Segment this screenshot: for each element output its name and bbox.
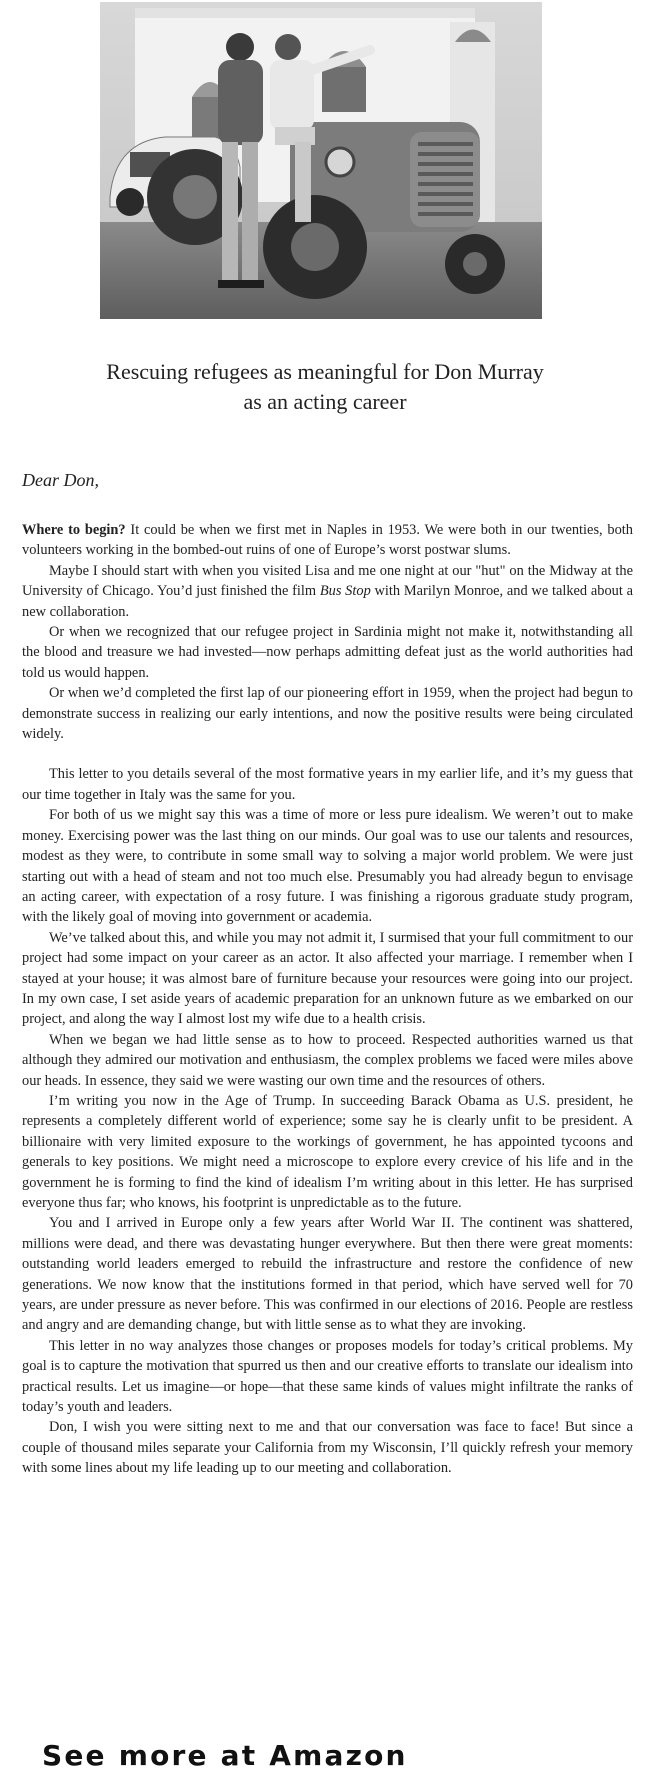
letter-paragraph: This letter to you details several of the most formative years in my earlier life, and it’s my guess that our time together in Italy was the same for you. bbox=[22, 766, 633, 803]
letter-paragraph: We’ve talked about this, and while you may not admit it, I surmised that your full commitment to our project had some impact on your career as an actor. It also affected your marriage. I remember when I stayed at your house; it was almost bare of furniture because your resources were going into our project. In my own case, I set aside years of academic preparation for an unknown future as we embarked on our project, and along the way I almost lost my wife due to a health crisis. bbox=[22, 929, 633, 1028]
letter-salutation: Dear Don, bbox=[22, 470, 99, 490]
book-title-line-1: Rescuing refugees as meaningful for Don Murray bbox=[106, 359, 544, 384]
letter-paragraph bbox=[22, 561, 633, 622]
letter-paragraph-text: with Marilyn Monroe, and we talked about a new collaboration. bbox=[22, 583, 633, 620]
letter-paragraph: For both of us we might say this was a time of more or less pure idealism. We weren’t out to make money. Exercising power was the last thing on our minds. Our goal was to use our talents and resources, modest as they were, to contribute in some small way to solving a major world problem. We were just starting out with a head of steam and not too much else. Presumably you had already begun to envisage an acting career, with expectation of a rosy future. I was finishing a rigorous graduate study program, with the likely goal of moving into government or academia. bbox=[22, 807, 633, 926]
letter-paragraph bbox=[22, 520, 633, 561]
cover-photo-illustration bbox=[100, 2, 542, 319]
letter-paragraph: Don, I wish you were sitting next to me and that our conversation was face to face! But since a couple of thousand miles separate your California from my Wisconsin, I’ll quickly refresh your memory with some lines about my life leading up to our meeting and collaboration. bbox=[22, 1419, 633, 1477]
letter-paragraph: Or when we recognized that our refugee project in Sardinia might not make it, notwithstanding all the blood and treasure we had invested—now perhaps admitting defeat just as the world authorities had told us would happen. bbox=[22, 624, 633, 681]
letter-paragraph: When we began we had little sense as to how to proceed. Respected authorities warned us that although they admired our motivation and enthusiasm, the complex problems we faced were miles above our heads. In essence, they said we were wasting our own time and the resources of others. bbox=[22, 1031, 633, 1089]
letter-paragraph: Or when we’d completed the first lap of our pioneering effort in 1959, when the project had begun to demonstrate success in realizing our early intentions, and now the positive results were being circulated widely. bbox=[22, 685, 633, 743]
letter-lead-phrase: Where to begin? bbox=[22, 522, 126, 538]
letter-paragraph: I’m writing you now in the Age of Trump. In succeeding Barack Obama as U.S. president, he represents a completely different world of experience; some say he is clearly unfit to be president. A billionaire with very limited exposure to the workings of government, he has appointed tycoons and generals to key positions. We might need a microscope to explore every crevice of his life and in the government he is forming to find the kind of idealism I’m writing about in this letter. He has surprised everyone thus far; who knows, his footprint is unpredictable as to the future. bbox=[22, 1092, 633, 1211]
letter-paragraph: This letter in no way analyzes those changes or proposes models for today’s critical problems. My goal is to capture the motivation that spurred us then and our creative efforts to translate our idealism into practical results. Let us imagine—or hope—that these same kinds of values might infiltrate the ranks of today’s youth and leaders. bbox=[22, 1337, 633, 1416]
film-title: Bus Stop bbox=[319, 583, 371, 600]
book-title bbox=[0, 357, 650, 417]
book-title-line-2: as an acting career bbox=[243, 389, 407, 414]
letter-paragraph-text: Maybe I should start with when you visited Lisa and me one night at our "hut" on the Midway at the University of Chicago. You’d just finished the film bbox=[22, 562, 633, 600]
letter-paragraph-text: It could be when we first met in Naples in 1953. We were both in our twenties, both volunteers working in the bombed-out ruins of one of Europe’s worst postwar slums. bbox=[22, 522, 633, 559]
letter-paragraph: You and I arrived in Europe only a few years after World War II. The continent was shattered, millions were dead, and there was devastating hunger everywhere. But then there were great moments: outstanding world leaders emerged to rebuild the infrastructure and restore the confidence of new generations. We now know that the institutions formed in that period, which have served well for 70 years, are under pressure as never before. This was confirmed in our elections of 2016. People are restless and angry and are demanding change, but with little sense as to what they are invoking. bbox=[22, 1215, 633, 1334]
cover-photo bbox=[100, 2, 542, 319]
letter-body bbox=[22, 468, 633, 1479]
see-more-amazon-link[interactable]: See more at Amazon bbox=[42, 1739, 408, 1772]
